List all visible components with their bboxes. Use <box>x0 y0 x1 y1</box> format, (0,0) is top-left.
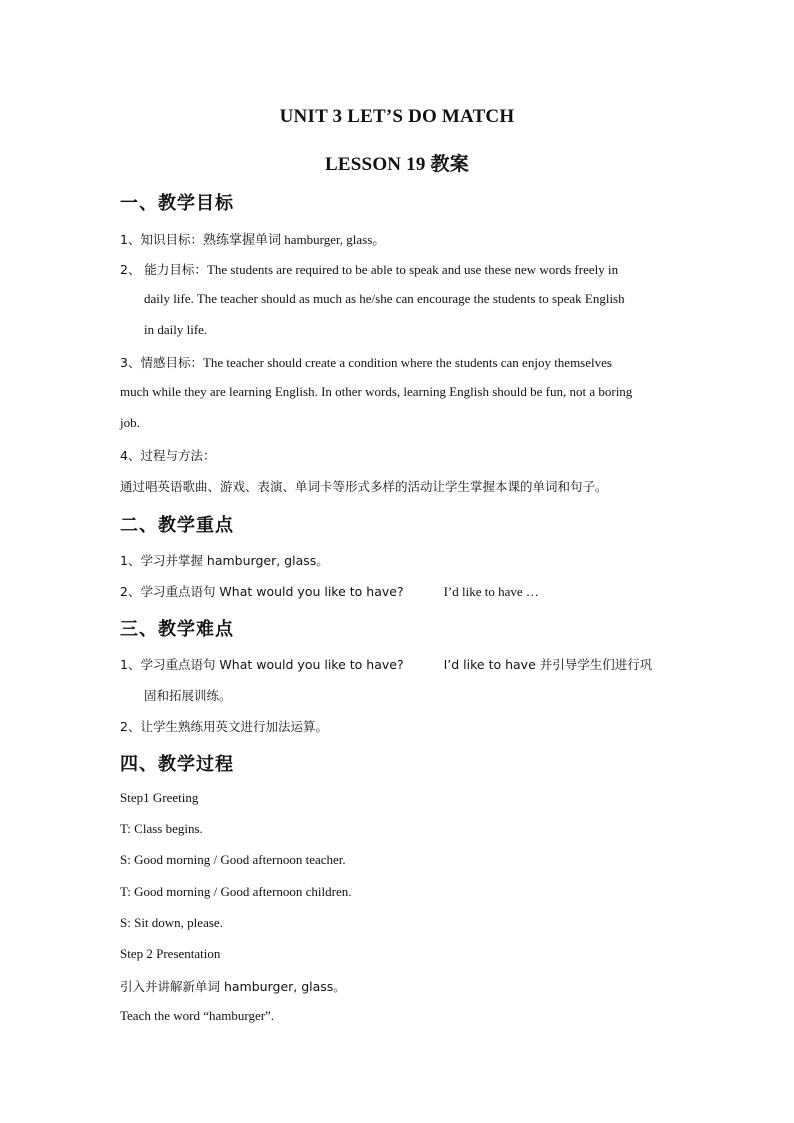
goal-method-label <box>120 446 215 464</box>
key-point-2-text-a: 2、学习重点语句 What would you like to have? <box>120 584 404 599</box>
goal-ability <box>120 260 618 278</box>
goal-method-text <box>120 477 608 495</box>
process-step1-heading: Step1 Greeting <box>120 790 199 805</box>
key-point-2-text-b: I’d like to have … <box>443 584 539 599</box>
difficulty-1-continued <box>144 686 232 704</box>
section-heading-process: 四、教学过程 <box>120 754 234 775</box>
section-heading-goals: 一、教学目标 <box>120 193 234 214</box>
document-title: UNIT 3 LET’S DO MATCH <box>279 106 515 127</box>
process-dialog-3: T: Good morning / Good afternoon children. <box>120 884 352 899</box>
goal-emotion-text-1: The teacher should create a condition where the students can enjoy themselves <box>202 355 612 370</box>
key-point-1-text: 1、学习并掌握 hamburger, glass。 <box>120 553 329 568</box>
goal-knowledge-label: 1、知识目标： <box>120 232 203 247</box>
goal-knowledge <box>120 229 385 248</box>
goal-ability-label: 2、 能力目标： <box>120 262 207 277</box>
difficulty-1-text-a: 1、学习重点语句 What would you like to have? <box>120 657 404 672</box>
process-teach-word: Teach the word “hamburger”. <box>120 1008 275 1023</box>
difficulty-2 <box>120 717 328 735</box>
process-dialog-2: S: Good morning / Good afternoon teacher. <box>120 852 346 867</box>
goal-ability-text-1: The students are required to be able to speak and use these new words freely in <box>206 262 619 277</box>
process-dialog-4: S: Sit down, please. <box>120 915 223 930</box>
difficulty-1-text-b: I’d like to have 并引导学生们进行巩 <box>443 657 653 672</box>
goal-method-text-span: 通过唱英语歌曲、游戏、表演、单词卡等形式多样的活动让学生掌握本课的单词和句子。 <box>120 479 608 494</box>
goal-knowledge-text: 熟练掌握单词 hamburger, glass。 <box>202 232 386 247</box>
goal-emotion-text-3: job. <box>120 415 140 430</box>
process-intro-words <box>120 977 346 995</box>
goal-emotion-text-2: much while they are learning English. In other words, learning English should be fun, not a boring <box>120 384 633 399</box>
section-heading-difficulties: 三、教学难点 <box>120 619 234 640</box>
goal-ability-text-3: in daily life. <box>144 322 208 337</box>
difficulty-1-text-c: 固和拓展训练。 <box>144 688 232 703</box>
process-dialog-1: T: Class begins. <box>120 821 203 836</box>
process-step2-heading: Step 2 Presentation <box>120 946 221 961</box>
process-intro-words-text: 引入并讲解新单词 hamburger, glass。 <box>120 979 346 994</box>
goal-method-label-text: 4、过程与方法： <box>120 448 216 463</box>
key-point-2 <box>120 582 539 600</box>
goal-emotion <box>120 353 612 371</box>
difficulty-1 <box>120 655 652 673</box>
lesson-title: LESSON 19 教案 <box>325 154 469 175</box>
difficulty-2-text: 2、让学生熟练用英文进行加法运算。 <box>120 719 328 734</box>
key-point-1 <box>120 551 329 569</box>
goal-emotion-label: 3、情感目标： <box>120 355 203 370</box>
goal-ability-text-2: daily life. The teacher should as much as he/she can encourage the students to speak English <box>144 291 625 306</box>
section-heading-key-points: 二、教学重点 <box>120 515 234 536</box>
